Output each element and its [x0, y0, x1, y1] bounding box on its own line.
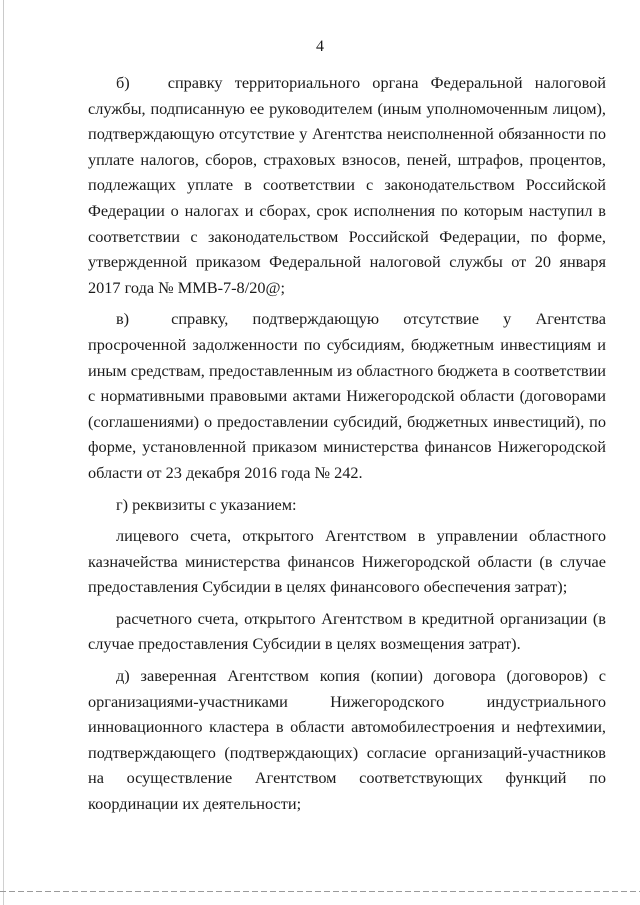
paragraph-b-text: справку территориального органа Федеральной налоговой службы, подписанную ее руководителем (иным уполномоченным лицом), подтверждающую отсутствие у Агентства неисполненной обязанности по уплате налогов, сборов, страховых взносов, пеней, штрафов, процентов, подлежащих уплате в соответствии с законодательством Российской Федерации о налогах и сборах, срок исполнения по которым наступил в соответствии с законодательством Российской Федерации, по форме, утвержденной приказом Федеральной налоговой службы от 20 января 2017 года № ММВ-7-8/20@; [88, 73, 606, 297]
paragraph-g-settlement-account: расчетного счета, открытого Агентством в кредитной организации (в случае предоставления Субсидии в целях возмещения затрат). [88, 608, 606, 654]
paragraph-v-text: справку, подтверждающую отсутствие у Агентства просроченной задолженности по субсидиям, бюджетным инвестициям и иным средствам, предоставленным из областного бюджета в соответствии с нормативными правовыми актами Нижегородской области (договорами (соглашениями) о предоставлении субсидий, бюджетных инвестиций), по форме, установленной приказом министерства финансов Нижегородской области от 23 декабря 2016 года № 242. [88, 309, 606, 482]
document-body [88, 70, 606, 823]
paragraph-d: д) заверенная Агентством копия (копии) договора (договоров) с организациями-участниками Нижегородского индустриального инновационного кластера в области автомобилестроения и нефтехимии, подтверждающего (подтверждающих) согласие организаций-участников на осуществление Агентством соответствующих функций по координации их деятельности; [88, 666, 606, 814]
paragraph-b-label: б) [116, 73, 130, 92]
paragraph-b [88, 70, 606, 300]
paragraph-g-personal-account: лицевого счета, открытого Агентством в управлении областного казначейства министерства финансов Нижегородской области (в случае предоставления Субсидии в целях финансового обеспечения затрат); [88, 526, 606, 597]
scan-bottom-edge [0, 891, 640, 892]
paragraph-g: г) реквизиты с указанием: [116, 494, 297, 514]
paragraph-v [88, 306, 606, 485]
paragraph-v-label: в) [116, 309, 130, 329]
page-number: 4 [316, 38, 324, 55]
scan-left-edge [3, 0, 4, 905]
